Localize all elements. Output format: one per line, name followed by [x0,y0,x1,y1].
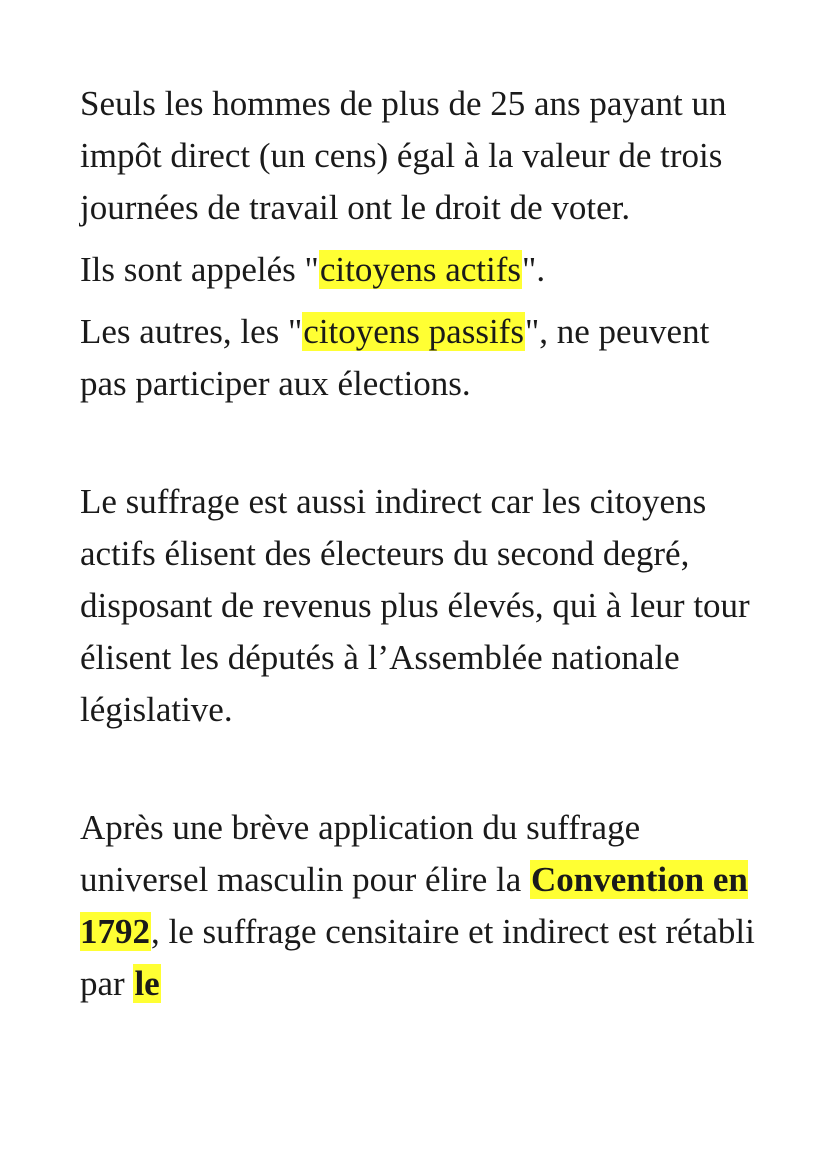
paragraph-indirect-suffrage [80,476,760,736]
convention-middle-text: , le suffrage censitaire et indirect est rétabli par [80,912,755,1003]
highlight-convention-en-1792: Convention en 1792 [80,860,748,951]
paragraph-passive-citizens [80,306,760,410]
paragraph-convention-1792 [80,802,760,1010]
document-body [80,78,760,1010]
active-citizens-trail-text: ". [522,250,546,289]
passive-citizens-trail-text: ", ne peuvent pas participer aux élections. [80,312,710,403]
paragraph-active-citizens [80,244,760,296]
paragraph-voting-conditions [80,78,760,234]
paragraph-voting-conditions-text: Seuls les hommes de plus de 25 ans payant un impôt direct (un cens) égal à la valeur de trois journées de travail ont le droit de voter. [80,84,727,227]
convention-lead-text: Après une brève application du suffrage universel masculin pour élire la [80,808,641,899]
highlight-citoyens-passifs: citoyens passifs [303,312,524,351]
paragraph-indirect-suffrage-text: Le suffrage est aussi indirect car les citoyens actifs élisent des électeurs du second degré, disposant de revenus plus élevés, qui à leur tour élisent les députés à l’Assemblée nationale législative. [80,482,750,729]
highlight-citoyens-actifs: citoyens actifs [319,250,522,289]
passive-citizens-lead-text: Les autres, les " [80,312,303,351]
active-citizens-lead-text: Ils sont appelés " [80,250,319,289]
highlight-le: le [134,964,160,1003]
